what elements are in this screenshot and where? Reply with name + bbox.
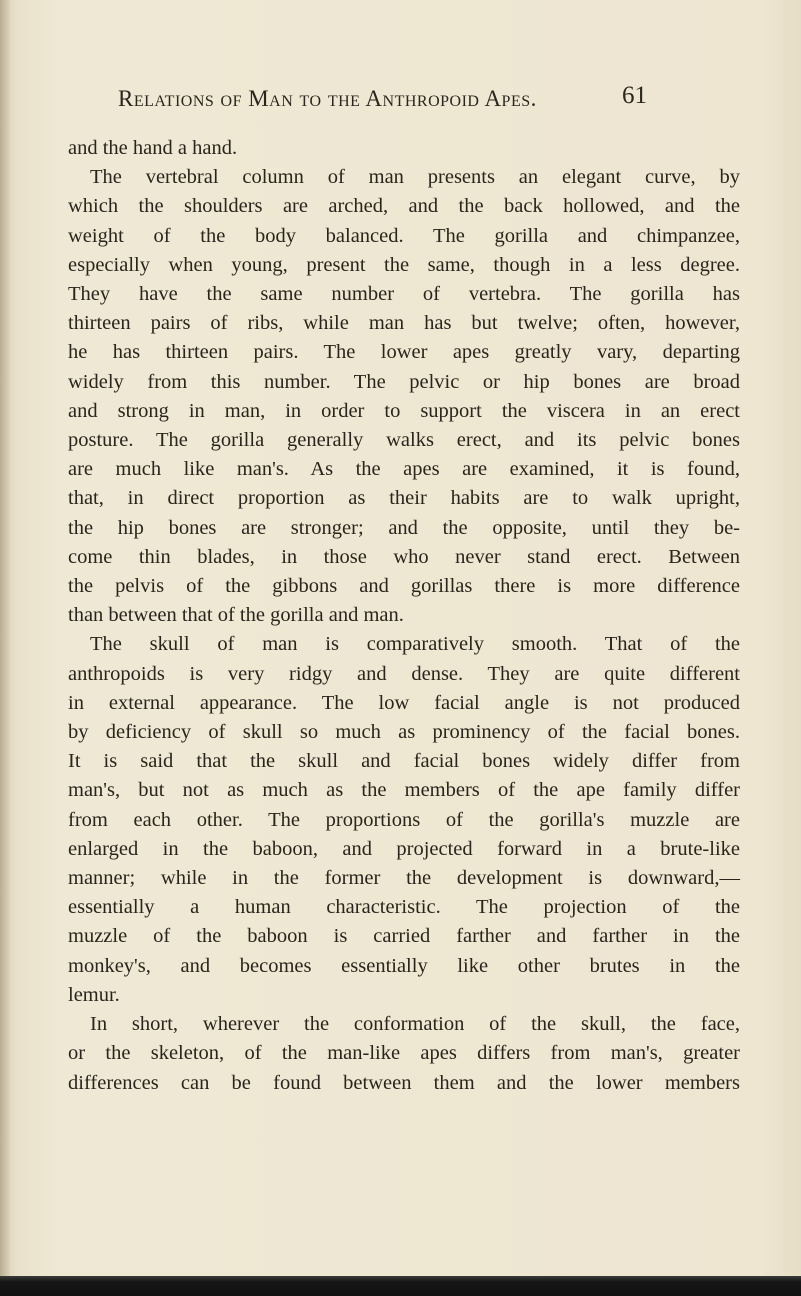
text-line: man's, but not as much as the members of the ape family differ <box>68 779 740 802</box>
text-line: thirteen pairs of ribs, while man has but twelve; often, however, <box>68 312 740 335</box>
text-line: the pelvis of the gibbons and gorillas there is more difference <box>68 575 740 598</box>
page-edge-shadow <box>0 0 10 1296</box>
text-line: weight of the body balanced. The gorilla and chimpanzee, <box>68 224 740 247</box>
text-line: come thin blades, in those who never stand erect. Between <box>68 545 740 568</box>
text-line: lemur. <box>68 983 120 1006</box>
paragraph <box>68 163 740 630</box>
text-line: The vertebral column of man presents an elegant curve, by <box>90 166 740 189</box>
text-line: that, in direct proportion as their habits are to walk upright, <box>68 487 740 510</box>
paragraph <box>68 134 740 163</box>
page-number: 61 <box>622 82 647 109</box>
text-line: which the shoulders are arched, and the back hollowed, and the <box>68 195 740 218</box>
text-line: anthropoids is very ridgy and dense. They are quite different <box>68 662 740 685</box>
text-line: In short, wherever the conformation of the skull, the face, <box>90 1013 740 1036</box>
text-line: They have the same number of vertebra. The gorilla has <box>68 283 740 306</box>
text-line: enlarged in the baboon, and projected forward in a brute-like <box>68 837 740 860</box>
text-line: and the hand a hand. <box>68 137 238 159</box>
text-line: It is said that the skull and facial bones widely differ from <box>68 750 740 773</box>
text-line: essentially a human characteristic. The projection of the <box>68 896 740 919</box>
text-line: manner; while in the former the development is downward,— <box>68 867 740 890</box>
text-line: The skull of man is comparatively smooth. That of the <box>90 633 740 656</box>
text-line: or the skeleton, of the man-like apes differs from man's, greater <box>68 1042 740 1065</box>
text-line: he has thirteen pairs. The lower apes greatly vary, departing <box>68 341 740 364</box>
text-line: and strong in man, in order to support the viscera in an erect <box>68 399 740 422</box>
body-text <box>68 134 740 1098</box>
running-header-title: Relations of Man to the Anthropoid Apes. <box>118 86 537 111</box>
text-line: differences can be found between them and the lower members <box>68 1071 740 1094</box>
text-line: posture. The gorilla generally walks erect, and its pelvic bones <box>68 429 740 452</box>
text-line: widely from this number. The pelvic or hip bones are broad <box>68 370 740 393</box>
text-line: especially when young, present the same, though in a less degree. <box>68 253 740 276</box>
text-line: than between that of the gorilla and man. <box>68 604 404 627</box>
text-line: monkey's, and becomes essentially like other brutes in the <box>68 954 740 977</box>
paragraph <box>68 1010 740 1098</box>
text-line: muzzle of the baboon is carried farther and farther in the <box>68 925 740 948</box>
text-line: the hip bones are stronger; and the opposite, until they be- <box>68 516 740 539</box>
paragraph <box>68 630 740 1010</box>
text-line: from each other. The proportions of the gorilla's muzzle are <box>68 808 740 831</box>
text-line: are much like man's. As the apes are examined, it is found, <box>68 458 740 481</box>
scan-edge-bar <box>0 1276 801 1296</box>
text-line: by deficiency of skull so much as prominency of the facial bones. <box>68 721 740 744</box>
text-line: in external appearance. The low facial angle is not produced <box>68 691 740 714</box>
